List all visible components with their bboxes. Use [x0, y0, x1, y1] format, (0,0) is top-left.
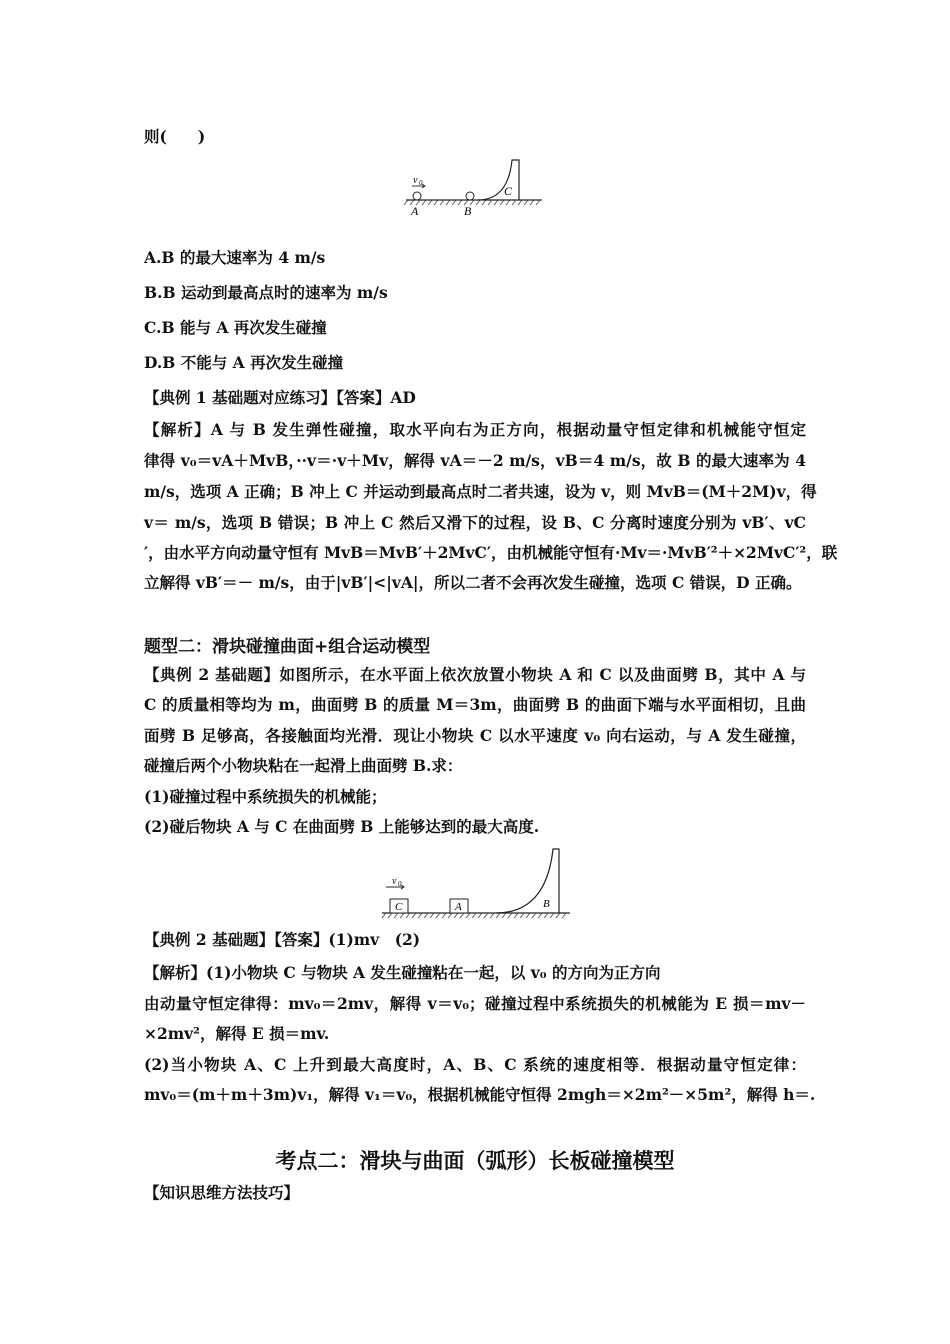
- option-b: B.B 运动到最高点时的速率为 m/s: [144, 283, 388, 302]
- option-c: C.B 能与 A 再次发生碰撞: [144, 318, 327, 337]
- label-a: A: [411, 204, 419, 218]
- analysis-line: 【解析】A 与 B 发生弹性碰撞，取水平向右为正方向，根据动量守恒定律和机械能守恒定: [144, 420, 806, 439]
- analysis-line: 律得 v₀＝vA＋MvB，··v＝·v＋Mv，解得 vA＝－2 m/s，vB＝4 m/s，故 B 的最大速率为 4: [144, 451, 806, 470]
- analysis-line: m/s，选项 A 正确；B 冲上 C 并运动到最高点时二者共速，设为 v，则 MvB＝(M＋2M)v，得: [144, 482, 817, 501]
- section-title: 题型二：滑块碰撞曲面+组合运动模型: [144, 637, 431, 657]
- analysis-line: 由动量守恒定律得：mv₀＝2mv，解得 v＝v₀；碰撞过程中系统损失的机械能为 E 损＝mv－: [144, 994, 806, 1013]
- problem-line: C 的质量相等均为 m，曲面劈 B 的质量 M＝3m，曲面劈 B 的曲面下端与水平面相切，且曲: [144, 695, 806, 714]
- v0-label: v: [413, 175, 418, 186]
- analysis-line: 【解析】(1)小物块 C 与物块 A 发生碰撞粘在一起，以 v₀ 的方向为正方向: [144, 963, 661, 982]
- question-stem-tail: 则( ): [144, 127, 206, 146]
- problem-line: 面劈 B 足够高，各接触面均光滑．现让小物块 C 以水平速度 v₀ 向右运动，与 A 发生碰撞，: [144, 726, 806, 745]
- analysis-line: 立解得 vB′＝－ m/s，由于|vB′|<|vA|，所以二者不会再次发生碰撞，选项 C 错误，D 正确。: [144, 573, 802, 592]
- analysis-line: (2)当小物块 A、C 上升到最大高度时，A、B、C 系统的速度相等．根据动量守恒定律：: [144, 1055, 806, 1074]
- problem-line: 碰撞后两个小物块粘在一起滑上曲面劈 B.求：: [144, 756, 463, 775]
- svg-text:0: 0: [419, 179, 423, 187]
- problem-line: (1)碰撞过程中系统损失的机械能；: [144, 787, 387, 806]
- option-d: D.B 不能与 A 再次发生碰撞: [144, 353, 344, 372]
- problem-line: 【典例 2 基础题】如图所示，在水平面上依次放置小物块 A 和 C 以及曲面劈 B，其中 A 与: [144, 665, 806, 684]
- label-c: C: [504, 184, 513, 198]
- analysis-line: ×2mv²，解得 E 损＝mv.: [144, 1024, 330, 1043]
- label-b: B: [543, 898, 550, 910]
- section-heading: 考点二：滑块与曲面（弧形）长板碰撞模型: [275, 1149, 675, 1173]
- analysis-line: mv₀＝(m＋m＋3m)v₁，解得 v₁＝v₀，根据机械能守恒得 2mgh＝×2m²－×5m²，解得 h＝.: [144, 1085, 816, 1104]
- answer-line-1: 【典例 1 基础题对应练习】【答案】AD: [144, 388, 416, 407]
- label-a: A: [455, 901, 462, 913]
- figure-blocks-curved-wedge: [378, 845, 574, 921]
- label-b: B: [464, 204, 472, 218]
- svg-text:0: 0: [398, 880, 402, 888]
- analysis-line: ′，由水平方向动量守恒有 MvB＝MvB′＋2MvC′，由机械能守恒有·Mv＝·MvB′²＋×2MvC′²，联: [144, 543, 838, 562]
- analysis-line: v＝ m/s，选项 B 错误；B 冲上 C 然后又滑下的过程，设 B、C 分离时速度分别为 vB′、vC: [144, 513, 806, 532]
- label-c: C: [395, 901, 403, 913]
- subsection-label: 【知识思维方法技巧】: [144, 1183, 300, 1202]
- figure-ball-curved-block: [400, 155, 550, 223]
- answer-line-2: 【典例 2 基础题】【答案】(1)mv (2): [144, 930, 421, 949]
- problem-line: (2)碰后物块 A 与 C 在曲面劈 B 上能够达到的最大高度.: [144, 817, 540, 836]
- option-a: A.B 的最大速率为 4 m/s: [144, 248, 326, 267]
- v0-label: v: [392, 876, 397, 887]
